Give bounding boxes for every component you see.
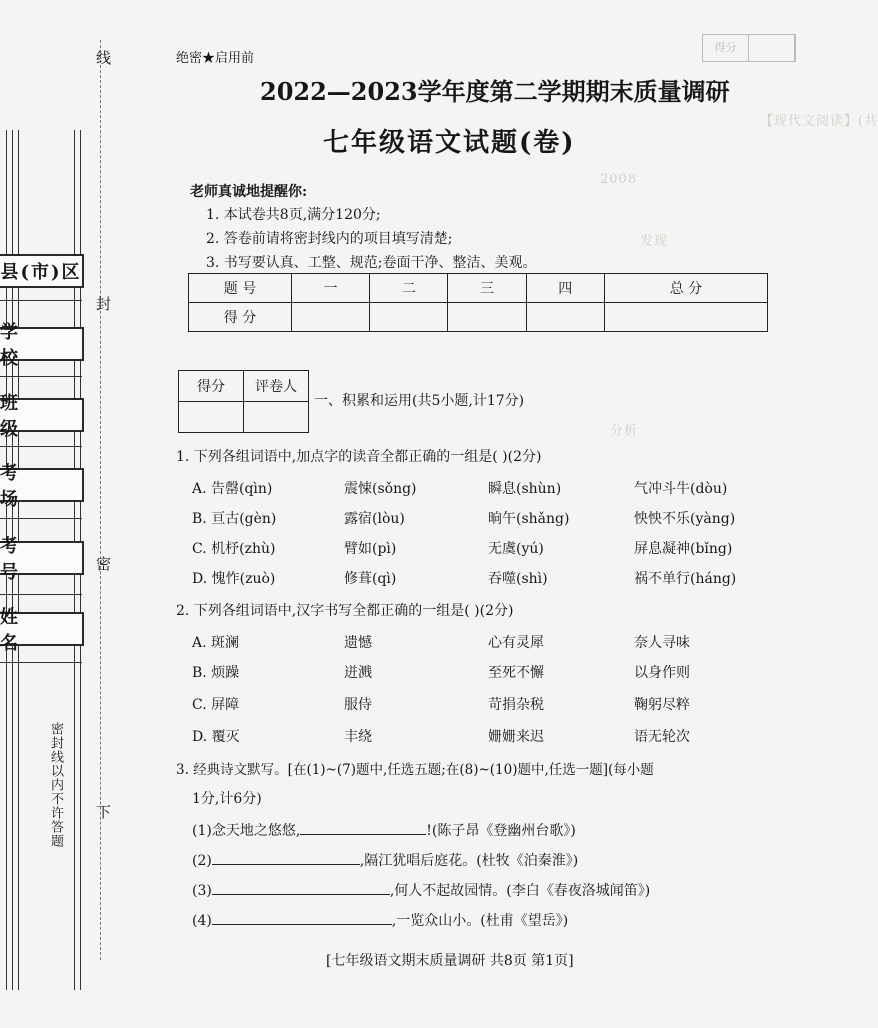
q1-word: 气冲斗牛(dòu) xyxy=(634,481,728,497)
q3-item-suffix: ,何人不起故园情。(李白《春夜洛城闻笛》) xyxy=(389,883,651,899)
q1-word: 瞬息(shùn) xyxy=(488,481,562,497)
q1-word: 震悚(sǒng) xyxy=(344,481,417,497)
q1-word: 屏息凝神(bǐng) xyxy=(634,541,733,557)
q1-word: 吞噬(shì) xyxy=(488,571,548,587)
q3-item-prefix: (4) xyxy=(192,913,212,929)
corner-score-label: 得分 xyxy=(703,35,749,61)
q2-option-a: A. 斑澜 xyxy=(192,635,240,651)
q3-item-4 xyxy=(192,910,568,930)
q3-item-suffix: !(陈子昂《登幽州台歌》) xyxy=(426,823,576,839)
section-score-box xyxy=(178,370,309,433)
secret-label: 绝密★启用前 xyxy=(176,51,255,66)
fill-line[interactable] xyxy=(0,518,82,519)
score-cell[interactable] xyxy=(370,303,448,332)
question-1-stem: 1. 下列各组词语中,加点字的读音全都正确的一组是( )(2分) xyxy=(176,449,542,465)
q2-word: 语无轮次 xyxy=(634,729,690,745)
binding-warning: 密封线以内不许答题 xyxy=(48,722,63,848)
q2-word: 至死不懈 xyxy=(488,665,544,681)
q1-word: 露宿(lòu) xyxy=(344,511,405,527)
q1-word: 祸不单行(háng) xyxy=(634,571,737,587)
q3-item-2 xyxy=(192,850,578,870)
q2-option-d: D. 覆灭 xyxy=(192,729,240,745)
section-title: 一、积累和运用(共5小题,计17分) xyxy=(314,393,525,409)
binding-marker-down: 下 xyxy=(94,804,112,819)
q1-option-c: C. 机杼(zhù) xyxy=(192,541,276,557)
q3-item-suffix: ,隔江犹唱后庭花。(杜牧《泊秦淮》) xyxy=(359,853,579,869)
answer-blank[interactable] xyxy=(212,910,392,925)
q3-item-suffix: ,一览众山小。(杜甫《望岳》) xyxy=(391,913,569,929)
q2-word: 迸溅 xyxy=(344,665,372,681)
score-cell[interactable] xyxy=(292,303,370,332)
q3-item-3 xyxy=(192,880,650,900)
notice-item: 3. 书写要认真、工整、规范;卷面干净、整洁、美观。 xyxy=(206,255,537,271)
q3-item-prefix: (2) xyxy=(192,853,212,869)
score-header: 一 xyxy=(292,274,370,303)
q1-word: 臂如(pì) xyxy=(344,541,397,557)
field-school: 学 校 xyxy=(0,327,84,361)
score-header: 三 xyxy=(448,274,526,303)
notice-item: 2. 答卷前请将密封线内的项目填写清楚; xyxy=(206,231,453,247)
section-grader-cell[interactable] xyxy=(244,402,309,433)
score-row-label: 得 分 xyxy=(189,303,292,332)
binding-marker-line: 线 xyxy=(94,50,112,65)
field-exam-room: 考 场 xyxy=(0,468,84,502)
score-cell[interactable] xyxy=(604,303,767,332)
answer-blank[interactable] xyxy=(212,880,390,895)
score-header: 四 xyxy=(526,274,604,303)
notice-heading: 老师真诚地提醒你: xyxy=(190,184,308,200)
score-table xyxy=(188,273,768,332)
fill-line[interactable] xyxy=(0,446,82,447)
exam-subtitle: 七年级语文试题(卷) xyxy=(323,128,576,158)
answer-blank[interactable] xyxy=(212,850,360,865)
q2-word: 苛捐杂税 xyxy=(488,697,544,713)
fill-line[interactable] xyxy=(0,594,82,595)
binding-dashed-line xyxy=(100,40,101,960)
corner-score-box xyxy=(702,34,796,62)
question-2-stem: 2. 下列各组词语中,汉字书写全都正确的一组是( )(2分) xyxy=(176,603,514,619)
q2-word: 心有灵犀 xyxy=(488,635,544,651)
field-class: 班 级 xyxy=(0,398,84,432)
section-score-cell[interactable] xyxy=(179,402,244,433)
q3-item-prefix: (1)念天地之悠悠, xyxy=(192,823,301,839)
q1-word: 修葺(qì) xyxy=(344,571,397,587)
q1-option-a: A. 告罄(qìn) xyxy=(192,481,273,497)
score-header: 二 xyxy=(370,274,448,303)
q2-word: 鞠躬尽粹 xyxy=(634,697,690,713)
section-grader-label: 评卷人 xyxy=(244,371,309,402)
q2-word: 以身作则 xyxy=(634,665,690,681)
question-3-stem: 3. 经典诗文默写。[在(1)~(7)题中,任选五题;在(8)~(10)题中,任选一题](每小题 xyxy=(176,762,654,778)
q3-item-prefix: (3) xyxy=(192,883,212,899)
question-3-stem-cont: 1分,计6分) xyxy=(192,791,262,807)
q1-word: 无虞(yú) xyxy=(488,541,544,557)
binding-marker-seal: 封 xyxy=(94,296,112,311)
fill-line[interactable] xyxy=(0,662,82,663)
answer-blank[interactable] xyxy=(300,820,426,835)
q1-word: 怏怏不乐(yàng) xyxy=(634,511,736,527)
q2-word: 服侍 xyxy=(344,697,372,713)
section-score-label: 得分 xyxy=(179,371,244,402)
q2-option-c: C. 屏障 xyxy=(192,697,240,713)
exam-title: 2022—2023学年度第二学期期末质量调研 xyxy=(260,77,730,106)
field-name: 姓 名 xyxy=(0,612,84,646)
fill-line[interactable] xyxy=(0,300,82,301)
page-footer: [七年级语文期末质量调研 共8页 第1页] xyxy=(326,953,574,969)
q2-word: 遗憾 xyxy=(344,635,372,651)
q2-word: 姗姗来迟 xyxy=(488,729,544,745)
q2-word: 奈人寻味 xyxy=(634,635,690,651)
q1-option-b: B. 亘古(gèn) xyxy=(192,511,277,527)
score-header: 题 号 xyxy=(189,274,292,303)
field-exam-number: 考 号 xyxy=(0,541,84,575)
binding-marker-secret: 密 xyxy=(94,556,112,571)
q3-item-1 xyxy=(192,820,576,840)
q2-option-b: B. 烦躁 xyxy=(192,665,240,681)
fill-line[interactable] xyxy=(0,376,82,377)
notice-item: 1. 本试卷共8页,满分120分; xyxy=(206,207,381,223)
score-cell[interactable] xyxy=(526,303,604,332)
q2-word: 丰绕 xyxy=(344,729,372,745)
field-county: 县(市)区 xyxy=(0,254,84,288)
score-cell[interactable] xyxy=(448,303,526,332)
q1-option-d: D. 愧怍(zuò) xyxy=(192,571,276,587)
score-header: 总 分 xyxy=(604,274,767,303)
q1-word: 晌午(shǎng) xyxy=(488,511,570,527)
